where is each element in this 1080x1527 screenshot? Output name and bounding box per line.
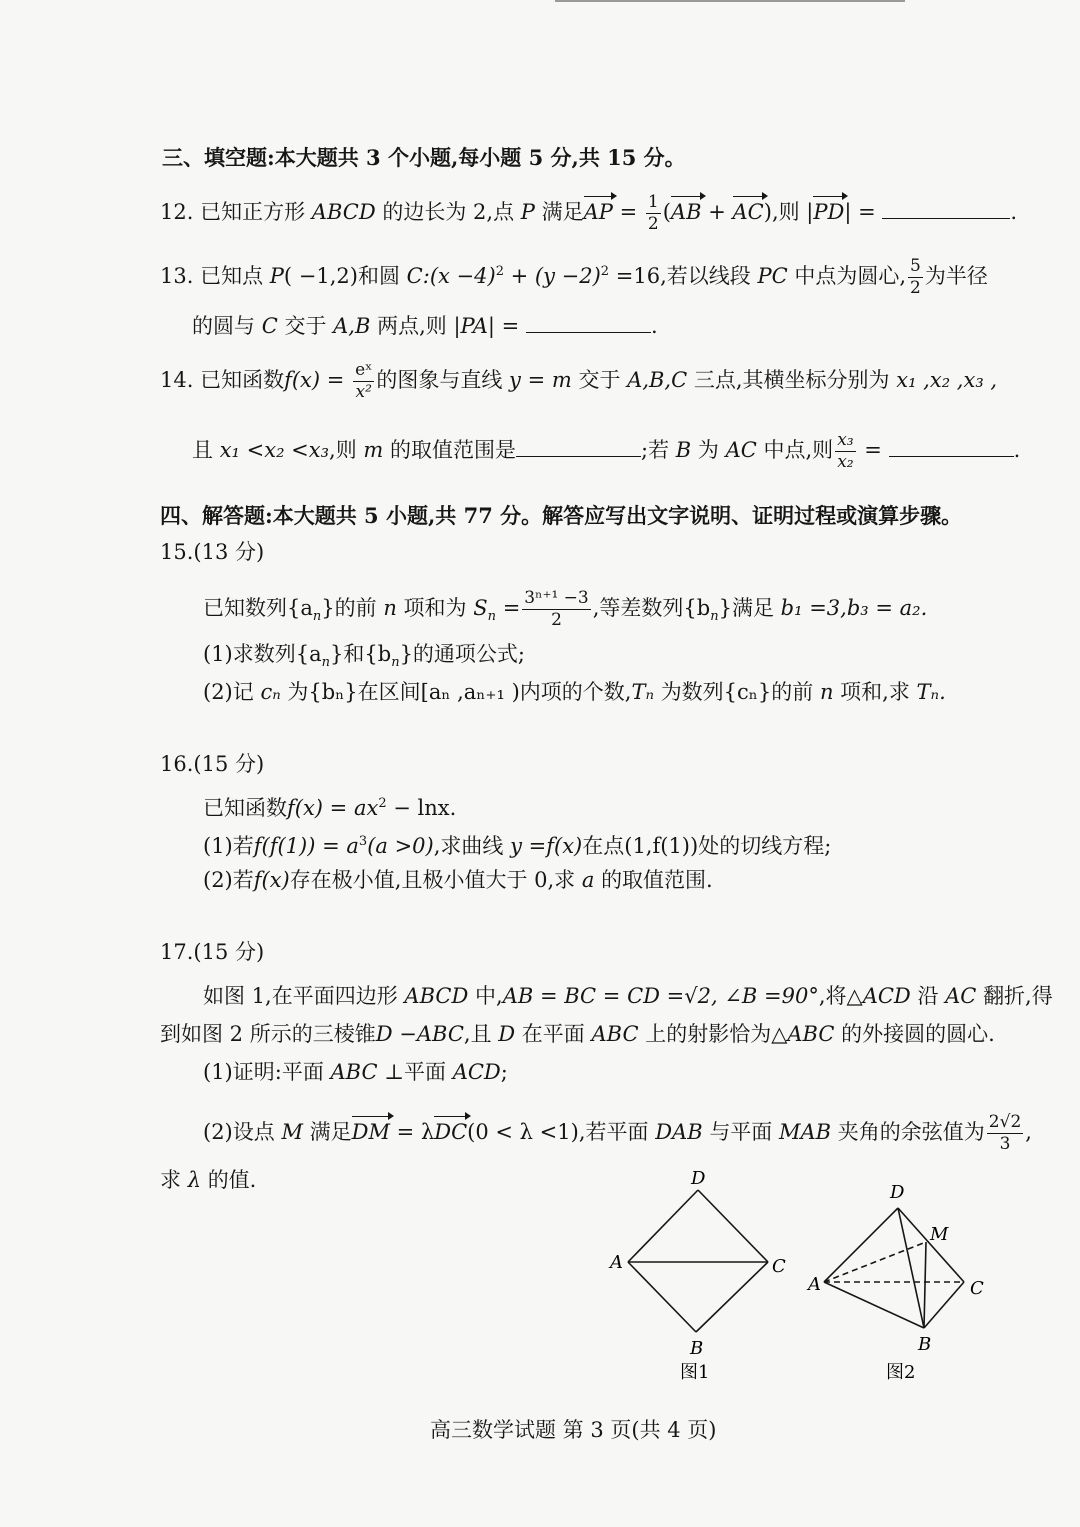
section3-header-text: 三、填空题:本大题共 3 个小题,每小题 5 分,共 15 分。	[162, 145, 686, 170]
q15-title	[160, 538, 264, 566]
fig2-edge-DC	[898, 1208, 964, 1282]
q13-text: .	[650, 314, 658, 338]
q12-text: 的边长为 2,点	[382, 200, 515, 224]
fraction-numerator: x₃	[837, 430, 854, 450]
fig2-edge-DB	[898, 1208, 924, 1328]
q12-text: 已知正方形	[200, 200, 306, 224]
section3-header	[162, 144, 686, 172]
fig1-label-A: A	[610, 1252, 623, 1273]
q14-text: ,则	[329, 438, 357, 462]
q17-text: (0 < λ <1)	[467, 1120, 579, 1144]
q16-var: f(f(1)) = a	[253, 834, 359, 858]
q17-text: (1)证明:平面	[203, 1060, 324, 1084]
q17-fraction	[987, 1114, 1023, 1153]
q17-text: ;	[500, 1060, 508, 1084]
q16-text: ,求曲线	[433, 834, 504, 858]
q17-text: (2)设点	[203, 1120, 275, 1144]
q17-var: ACD	[452, 1060, 501, 1084]
q14-var: m	[363, 438, 384, 462]
q17-var: D −ABC	[375, 1022, 464, 1046]
fig2-edge-DA	[824, 1208, 898, 1282]
q14-text: =	[326, 368, 345, 392]
q12-text: +	[708, 200, 726, 224]
q16-text: − lnx.	[386, 796, 457, 820]
fraction-denominator: 2	[910, 278, 921, 298]
q13-answer-blank[interactable]	[526, 312, 651, 333]
q17-text: = λ	[396, 1120, 435, 1144]
q16-var: f(x) = ax	[287, 796, 379, 820]
q17-text: 在平面	[521, 1022, 585, 1046]
q13-text: 交于	[284, 314, 327, 338]
figure-1	[600, 1160, 800, 1390]
q17-text: ,且	[463, 1022, 492, 1046]
q16-text: 已知函数	[203, 796, 287, 820]
q13-text: 已知点	[200, 264, 264, 288]
q15-sub: n	[710, 609, 719, 625]
fig2-edge-AM-hidden	[824, 1242, 926, 1282]
q17-text: 夹角的余弦值为	[837, 1120, 985, 1144]
q17-text: 上的射影恰为△	[645, 1022, 788, 1046]
q14-var: x₁ ,x₂ ,x₃ ,	[896, 368, 998, 392]
fig2-label-C: C	[970, 1278, 984, 1299]
q14-text: 的取值范围是	[390, 438, 516, 462]
q14-var: x₁ <x₂ <x₃	[219, 438, 330, 462]
q15-text: 项和,求	[840, 680, 910, 704]
q12-var: P	[520, 200, 535, 224]
q13-var: PA	[460, 314, 488, 338]
q15-stem	[203, 590, 927, 631]
q13-text: :(x −4)	[422, 264, 496, 288]
q15-text: ,等差数列{b	[592, 596, 711, 620]
fraction-numerator: eˣ	[355, 360, 373, 380]
q15-var: cₙ	[260, 680, 281, 704]
q12	[160, 194, 1017, 233]
q13-sup: 2	[600, 264, 610, 279]
q15-var: n	[383, 596, 397, 620]
q15-text: 为数列{cₙ}的前	[660, 680, 814, 704]
q16-stem	[203, 790, 456, 822]
q16-var: a	[581, 868, 595, 892]
section4-header	[160, 502, 962, 530]
q12-vector: AB	[670, 200, 702, 224]
fig1-caption: 图1	[680, 1362, 710, 1383]
q14-answer-blank-1[interactable]	[516, 436, 641, 457]
fraction-numerator: 3ⁿ⁺¹ −3	[524, 588, 589, 608]
q15-var: b₁ =3,b₃ = a₂.	[780, 596, 928, 620]
q17-line1	[203, 982, 1053, 1010]
q15-sub: n	[391, 655, 400, 671]
q17-var: MAB	[779, 1120, 832, 1144]
q16-text: 在点(1,f(1))处的切线方程;	[582, 834, 832, 858]
q17-var: AB = BC = CD =√2, ∠B =90°	[502, 984, 819, 1008]
q14-var: y = m	[509, 368, 572, 392]
fig2-caption: 图2	[886, 1362, 916, 1383]
q15-var: n	[819, 680, 834, 704]
q17-text: 与平面	[709, 1120, 773, 1144]
q17-vector: DM	[351, 1120, 390, 1144]
q15-number: 15.(13 分)	[160, 540, 265, 564]
q17-var: λ	[187, 1168, 201, 1192]
fraction-denominator: x²	[355, 382, 372, 402]
q15-part1	[203, 640, 525, 677]
q15-var: Tₙ.	[916, 680, 946, 704]
q17-var: D	[498, 1022, 516, 1046]
top-border-line	[555, 0, 905, 2]
fig1-edge-DA	[628, 1190, 698, 1262]
fig1-label-B: B	[690, 1338, 704, 1359]
q16-title	[160, 750, 264, 778]
q13-text: | =	[487, 314, 520, 338]
q13-sup: 2	[495, 264, 504, 279]
q16-var: f(x)	[253, 868, 290, 892]
q14-text: =	[864, 438, 882, 462]
q17-text: 翻折,得	[983, 984, 1053, 1008]
q13-text: 两点,则 |	[377, 314, 461, 338]
q15-fraction	[522, 590, 590, 629]
fig2-label-D: D	[890, 1182, 905, 1203]
q17-var: AC	[945, 984, 977, 1008]
q12-text: (	[662, 200, 671, 224]
q16-var: y =f(x)	[510, 834, 583, 858]
q13-text: =16,若以线段	[609, 264, 751, 288]
q17-part2	[203, 1114, 1032, 1153]
q17-text: 如图 1,在平面四边形	[203, 984, 398, 1008]
q17-text: ,若平面	[578, 1120, 649, 1144]
q13-text: ( −1,2)和圆	[283, 264, 400, 288]
q17-text: 沿	[917, 984, 939, 1008]
q14-var: B	[675, 438, 692, 462]
q14-text: ;若	[641, 438, 670, 462]
q14-var: f(x)	[284, 368, 321, 392]
q15-text: 项和为	[403, 596, 467, 620]
q15-sub: n	[312, 609, 322, 625]
q14-text: 的图象与直线	[376, 368, 503, 392]
footer-text: 高三数学试题 第 3 页(共 4 页)	[430, 1418, 717, 1442]
q17-var: ACD	[862, 984, 911, 1008]
q13-line2	[192, 312, 658, 340]
q17-title	[160, 938, 264, 966]
q16-number: 16.(15 分)	[160, 752, 265, 776]
q15-var: Tₙ	[631, 680, 654, 704]
fig1-label-D: D	[691, 1168, 706, 1189]
q14-answer-blank-2[interactable]	[889, 436, 1014, 457]
q17-var: DAB	[655, 1120, 703, 1144]
q14-fraction	[353, 362, 374, 401]
q14-line2	[192, 432, 1020, 471]
q15-text: }满足	[718, 596, 774, 620]
q15-text: =	[502, 596, 521, 620]
q12-number: 12.	[160, 200, 194, 224]
q14-fraction-2	[835, 432, 855, 471]
q14-text: 已知函数	[200, 368, 285, 392]
fig2-edge-MB	[924, 1242, 926, 1328]
q12-answer-blank[interactable]	[882, 198, 1010, 219]
q15-var: S	[473, 596, 488, 620]
q13-text: 为半径	[924, 264, 988, 288]
q12-text: 满足	[541, 200, 584, 224]
q14	[160, 362, 997, 401]
q13-var: PC	[757, 264, 788, 288]
fig1-edge-DC	[698, 1190, 768, 1262]
fig2-label-M: M	[930, 1224, 949, 1245]
q17-var: M	[281, 1120, 303, 1144]
q12-fraction	[646, 194, 661, 233]
q12-text: .	[1010, 200, 1018, 224]
q17-line2	[160, 1020, 995, 1048]
q12-vector: AC	[732, 200, 764, 224]
fraction-numerator: 5	[910, 256, 921, 276]
q13-text: 的圆与	[192, 314, 255, 338]
q16-text: 的取值范围.	[601, 868, 713, 892]
q15-text: }和{b	[330, 642, 392, 666]
q15-sub: n	[321, 655, 331, 671]
q17-text: ,将△	[818, 984, 863, 1008]
q13-number: 13.	[160, 264, 194, 288]
fig2-edge-CB	[924, 1282, 964, 1328]
page-footer	[430, 1416, 716, 1444]
fig1-label-C: C	[772, 1256, 786, 1277]
fraction-denominator: 3	[999, 1134, 1011, 1154]
q17-text: 的值.	[207, 1168, 257, 1192]
fraction-denominator: 2	[551, 610, 562, 630]
q15-sub: n	[487, 609, 496, 625]
q14-number: 14.	[160, 368, 194, 392]
q17-vector: DC	[434, 1120, 468, 1144]
q13-var: A,B	[333, 314, 371, 338]
q17-line5	[160, 1166, 256, 1194]
q14-text: .	[1013, 438, 1021, 462]
q12-var: ABCD	[311, 200, 376, 224]
q15-text: 已知数列{a	[203, 596, 313, 620]
fraction-denominator: x₂	[837, 452, 854, 472]
q15-text: }的通项公式;	[399, 642, 525, 666]
q16-part2	[203, 866, 713, 894]
q13-var: C	[406, 264, 423, 288]
q13-text: 中点为圆心,	[794, 264, 907, 288]
q12-text: | =	[844, 200, 876, 224]
q13-var: C	[261, 314, 278, 338]
q14-text: 为	[697, 438, 719, 462]
q14-text: 且	[192, 438, 213, 462]
q13	[160, 258, 988, 297]
q15-text: }的前	[321, 596, 377, 620]
q14-var: A,B,C	[627, 368, 688, 392]
q16-sup: 3	[358, 834, 368, 849]
q14-text: 三点,其横坐标分别为	[693, 368, 890, 392]
section4-header-text: 四、解答题:本大题共 5 小题,共 77 分。解答应写出文字说明、证明过程或演算步骤。	[160, 503, 963, 528]
fig1-edge-AB	[628, 1262, 696, 1332]
q17-var: ABCD	[404, 984, 469, 1008]
q17-var: ABC	[330, 1060, 378, 1084]
q15-text: (1)求数列{a	[203, 642, 322, 666]
fraction-numerator: 1	[647, 192, 659, 212]
q17-text: 中,	[475, 984, 503, 1008]
q17-text: 的外接圆的圆心.	[841, 1022, 995, 1046]
q17-text: 到如图 2 所示的三棱锥	[160, 1022, 376, 1046]
figure-2	[800, 1170, 1000, 1390]
q17-text: ,	[1025, 1120, 1032, 1144]
q14-text: 中点,则	[763, 438, 834, 462]
q17-var: ABC	[591, 1022, 639, 1046]
q17-var: ABC	[787, 1022, 835, 1046]
q17-part1	[203, 1058, 508, 1086]
q15-text: 为{bₙ}在区间[aₙ ,aₙ₊₁ )内项的个数,	[287, 680, 632, 704]
q17-text: 求	[160, 1168, 181, 1192]
q14-text: 交于	[578, 368, 621, 392]
q17-text: ⊥平面	[384, 1060, 447, 1084]
q13-fraction	[908, 258, 923, 297]
fig2-label-A: A	[808, 1274, 821, 1295]
q16-part1	[203, 828, 831, 860]
q15-part2	[203, 678, 946, 706]
q16-text: (2)若	[203, 868, 254, 892]
q16-text: 存在极小值,且极小值大于 0,求	[289, 868, 576, 892]
fig1-edge-BC	[696, 1262, 768, 1332]
q13-text: + (y −2)	[503, 264, 601, 288]
q15-text: (2)记	[203, 680, 254, 704]
fraction-denominator: 2	[647, 214, 659, 234]
q12-text: ),则 |	[763, 200, 814, 224]
fig2-label-B: B	[918, 1334, 932, 1355]
q12-text: =	[619, 200, 638, 224]
q13-var: P	[269, 264, 284, 288]
q12-vector: PD	[813, 200, 845, 224]
fig2-edge-AB	[824, 1282, 924, 1328]
q16-var: (a >0)	[367, 834, 434, 858]
q16-sup: 2	[378, 796, 387, 811]
q12-vector: AP	[583, 200, 613, 224]
fraction-numerator: 2√2	[988, 1112, 1022, 1132]
q17-text: 满足	[309, 1120, 352, 1144]
q17-number: 17.(15 分)	[160, 940, 265, 964]
q14-var: AC	[725, 438, 757, 462]
q16-text: (1)若	[203, 834, 254, 858]
